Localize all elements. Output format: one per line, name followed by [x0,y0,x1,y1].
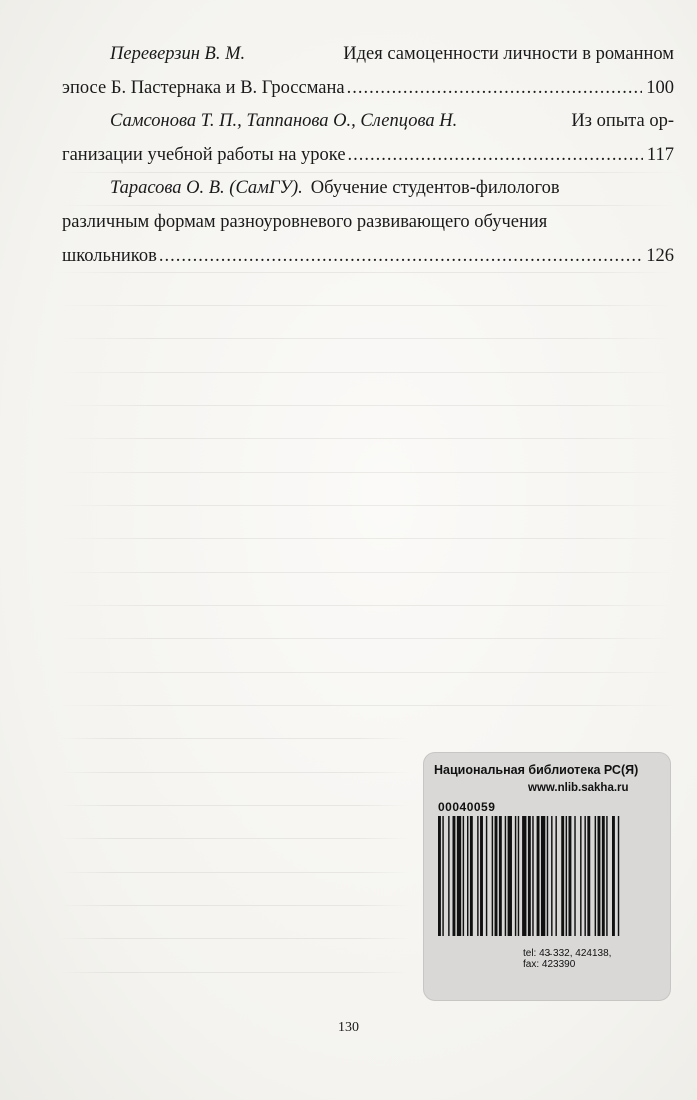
barcode-bar [612,816,615,936]
toc-entry-2-line-2 [62,139,674,173]
dot-leader [348,139,643,173]
barcode-bar [522,816,526,936]
toc-entry-3-line-2 [62,206,674,240]
library-fax: fax: 423390 [523,959,576,970]
barcode-bar [555,816,556,936]
barcode-bar [492,816,493,936]
bleed-through-line [60,872,410,873]
toc-entry-title: ганизации учебной работы на уроке [62,144,346,165]
barcode-bar [505,816,506,936]
barcode-icon [438,816,663,936]
toc-entry-page: 100 [646,77,674,98]
library-phone: tel: 43̵ 332, 424138, [523,948,612,959]
barcode-bar [584,816,585,936]
barcode-bar [580,816,581,936]
bleed-through-line [60,705,675,706]
toc-entry-3-line-1 [62,172,674,206]
barcode-bar [561,816,564,936]
barcode-bar [532,816,533,936]
barcode-bar [574,816,575,936]
toc-entry-author: Самсонова Т. П., Таппанова О., Слепцова Н. [110,111,458,132]
barcode-bar [602,816,605,936]
bleed-through-line [60,605,675,606]
barcode-bar [508,816,512,936]
dot-leader [347,72,643,106]
toc-entry-page: 126 [646,245,674,266]
bleed-through-line [60,838,410,839]
bleed-through-line [60,572,675,573]
barcode-bar [463,816,464,936]
library-contacts [523,948,611,970]
barcode-bar [528,816,531,936]
barcode-bar [480,816,483,936]
barcode-bar [486,816,487,936]
barcode-bar [547,816,548,936]
barcode-bar [470,816,473,936]
barcode-bar [618,816,619,936]
toc-entry-3-line-3 [62,240,674,274]
barcode-bar [606,816,607,936]
barcode-bar [467,816,468,936]
toc-entry-author: Тарасова О. В. (СамГУ). [110,178,303,199]
bleed-through-line [60,272,675,273]
bleed-through-line [60,772,410,773]
dot-leader [159,240,642,274]
bleed-through-line [60,372,675,373]
barcode-bar [551,816,552,936]
barcode-bar [457,816,461,936]
bleed-through-line [60,305,675,306]
barcode-bar [587,816,590,936]
barcode-bar [499,816,502,936]
toc-entry-title: Идея самоценности личности в романном [343,44,674,64]
bleed-through-line [60,638,675,639]
barcode-bar [595,816,596,936]
bleed-through-line [60,538,675,539]
barcode-bar [541,816,545,936]
barcode-bar [515,816,516,936]
bleed-through-line [60,805,410,806]
barcode-bar [448,816,449,936]
table-of-contents [62,38,674,273]
toc-entry-1-line-2 [62,72,674,106]
toc-entry-title: различным формам разноуровневого развивающего обучения [62,211,548,232]
toc-entry-title: Обучение студентов-филологов [310,178,560,199]
barcode-bar [537,816,540,936]
toc-entry-page: 117 [646,144,674,165]
bleed-through-line [60,938,410,939]
inventory-code: 00040059 [438,800,496,814]
bleed-through-line [60,405,675,406]
library-name: Национальная библиотека РС(Я) [434,763,639,777]
barcode-bar [569,816,572,936]
barcode-bar [442,816,443,936]
toc-entry-title: школьников [62,245,157,266]
page-number: 130 [338,1020,359,1035]
library-website: www.nlib.sakha.ru [528,782,629,794]
toc-entry-title: Из опыта ор- [571,111,674,132]
bleed-through-line [60,905,410,906]
bleed-through-line [60,738,410,739]
toc-entry-title: эпосе Б. Пастернака и В. Гроссмана [62,77,345,98]
barcode-bar [566,816,567,936]
library-barcode-sticker [423,752,671,1001]
bleed-through-line [60,438,675,439]
bleed-through-line [60,338,675,339]
toc-entry-author: Переверзин В. М. [110,44,246,64]
barcode-bar [518,816,519,936]
bleed-through-line [60,472,675,473]
barcode-bar [495,816,498,936]
barcode-bar [477,816,478,936]
bleed-through-line [60,505,675,506]
barcode-bar [453,816,456,936]
barcode-bar [598,816,601,936]
toc-entry-1-line-1 [62,38,674,72]
bleed-through-line [60,972,410,973]
toc-entry-2-line-1 [62,105,674,139]
bleed-through-line [60,672,675,673]
bleed-through-line [60,172,675,173]
bleed-through-line [60,205,675,206]
barcode-bar [438,816,441,936]
